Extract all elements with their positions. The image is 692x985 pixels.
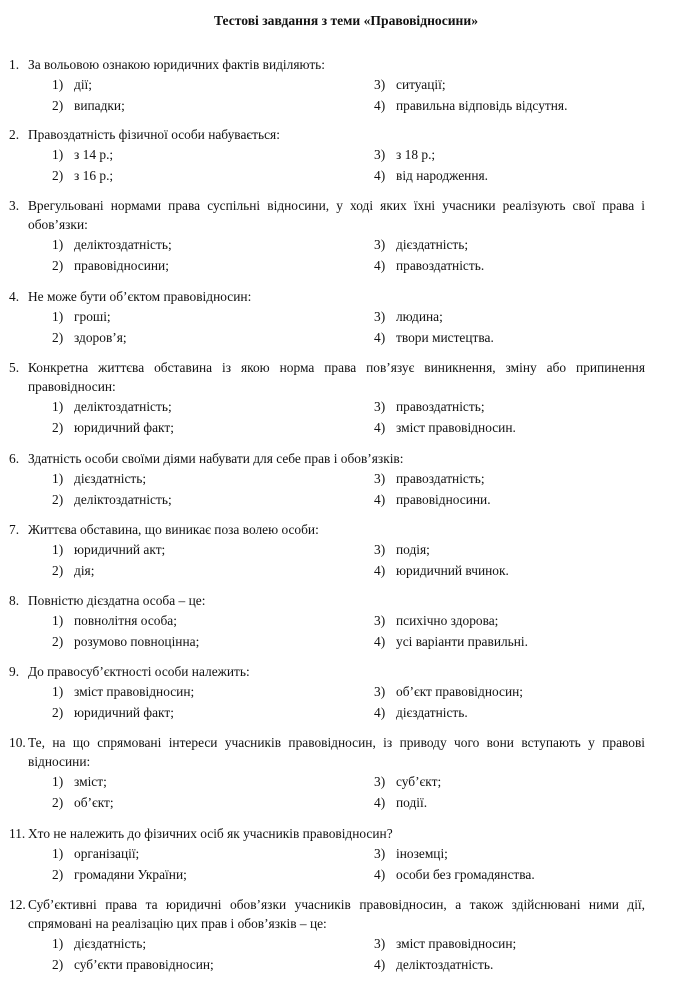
question-statement: Суб’єктивні права та юридичні обов’язки учасників правовідносин, а також здійснювані ними дії, спрямовані на реалізацію цих прав і обов’язків – це: <box>28 897 645 931</box>
option-number: 3) <box>374 237 386 252</box>
question-text <box>9 824 645 843</box>
option-number: 3) <box>374 399 386 414</box>
answer-options <box>9 844 645 886</box>
option-number: 4) <box>374 634 386 649</box>
document-title: Тестові завдання з теми «Правовідносини» <box>213 13 479 28</box>
question-statement: За вольовою ознакою юридичних фактів виділяють: <box>28 57 325 72</box>
option-text: правоздатність; <box>396 471 485 486</box>
option-text: розумово повноцінна; <box>74 634 200 649</box>
option-number: 2) <box>52 258 64 273</box>
answer-option-3 <box>374 235 468 254</box>
answer-option-3 <box>374 844 448 863</box>
option-number: 1) <box>52 309 64 324</box>
option-number: 2) <box>52 867 64 882</box>
option-number: 3) <box>374 309 386 324</box>
answer-option-3 <box>374 772 441 791</box>
option-number: 1) <box>52 774 64 789</box>
option-text: дії; <box>74 77 92 92</box>
option-number: 3) <box>374 542 386 557</box>
option-text: з 16 р.; <box>74 168 114 183</box>
option-text: випадки; <box>74 98 125 113</box>
option-text: особи без громадянства. <box>396 867 535 882</box>
question-text <box>9 591 645 610</box>
answer-option-4 <box>374 166 488 185</box>
option-text: людина; <box>396 309 443 324</box>
option-text: правоздатність; <box>396 399 485 414</box>
answer-option-4 <box>374 256 484 275</box>
question-statement: Життєва обставина, що виникає поза волею особи: <box>28 522 319 537</box>
option-text: з 14 р.; <box>74 147 114 162</box>
question-number: 9. <box>9 664 20 679</box>
option-text: ситуації; <box>396 77 446 92</box>
question-text <box>9 196 645 234</box>
option-text: твори мистецтва. <box>396 330 494 345</box>
question-text <box>9 662 645 681</box>
option-number: 4) <box>374 168 386 183</box>
option-number: 2) <box>52 98 64 113</box>
option-text: іноземці; <box>396 846 448 861</box>
option-text: зміст правовідносин. <box>396 420 516 435</box>
answer-option-1 <box>52 307 111 326</box>
question-number: 6. <box>9 451 20 466</box>
answer-options <box>9 540 645 582</box>
question-number: 5. <box>9 360 20 375</box>
answer-option-2 <box>52 561 94 580</box>
option-number: 4) <box>374 563 386 578</box>
option-text: зміст правовідносин; <box>396 936 517 951</box>
option-number: 3) <box>374 613 386 628</box>
answer-option-3 <box>374 397 485 416</box>
answer-option-4 <box>374 561 509 580</box>
answer-option-4 <box>374 955 493 974</box>
answer-options <box>9 682 645 724</box>
question-4 <box>9 287 645 349</box>
question-number: 3. <box>9 198 20 213</box>
option-text: деліктоздатність; <box>74 399 172 414</box>
option-number: 4) <box>374 420 386 435</box>
question-statement: Хто не належить до фізичних осіб як учасників правовідносин? <box>28 826 393 841</box>
answer-option-4 <box>374 418 516 437</box>
question-text <box>9 520 645 539</box>
option-text: правоздатність. <box>396 258 485 273</box>
question-statement: Здатність особи своїми діями набувати для себе прав і обов’язків: <box>28 451 404 466</box>
answer-option-2 <box>52 865 187 884</box>
answer-option-2 <box>52 955 214 974</box>
answer-option-3 <box>374 145 435 164</box>
option-number: 4) <box>374 98 386 113</box>
option-text: подія; <box>396 542 430 557</box>
question-text <box>9 449 645 468</box>
option-text: юридичний вчинок. <box>396 563 509 578</box>
answer-option-1 <box>52 75 92 94</box>
answer-option-2 <box>52 703 174 722</box>
question-5 <box>9 358 645 439</box>
answer-options <box>9 235 645 277</box>
option-text: деліктоздатність; <box>74 492 172 507</box>
option-number: 3) <box>374 147 386 162</box>
option-text: здоров’я; <box>74 330 127 345</box>
question-6 <box>9 449 645 511</box>
option-number: 2) <box>52 705 64 720</box>
option-text: суб’єкти правовідносин; <box>74 957 214 972</box>
option-number: 2) <box>52 420 64 435</box>
option-number: 1) <box>52 399 64 414</box>
question-text <box>9 55 645 74</box>
answer-option-3 <box>374 469 485 488</box>
option-number: 1) <box>52 936 64 951</box>
option-number: 2) <box>52 492 64 507</box>
option-text: суб’єкт; <box>396 774 442 789</box>
answer-option-2 <box>52 632 199 651</box>
option-text: правовідносини. <box>396 492 491 507</box>
answer-option-2 <box>52 418 174 437</box>
option-text: юридичний акт; <box>74 542 166 557</box>
option-number: 2) <box>52 168 64 183</box>
question-12 <box>9 895 645 976</box>
question-7 <box>9 520 645 582</box>
answer-option-1 <box>52 469 146 488</box>
option-text: дієздатність; <box>396 237 469 252</box>
question-statement: До правосуб’єктності особи належить: <box>28 664 250 679</box>
option-text: юридичний факт; <box>74 705 174 720</box>
answer-option-1 <box>52 397 172 416</box>
question-number: 7. <box>9 522 20 537</box>
question-3 <box>9 196 645 277</box>
option-number: 4) <box>374 867 386 882</box>
option-text: об’єкт; <box>74 795 114 810</box>
option-number: 1) <box>52 471 64 486</box>
answer-option-4 <box>374 490 491 509</box>
answer-options <box>9 611 645 653</box>
answer-options <box>9 934 645 976</box>
answer-options <box>9 772 645 814</box>
answer-option-2 <box>52 256 169 275</box>
answer-options <box>9 397 645 439</box>
answer-option-1 <box>52 235 172 254</box>
option-number: 4) <box>374 330 386 345</box>
option-number: 1) <box>52 147 64 162</box>
question-number: 12. <box>9 897 26 912</box>
option-text: дієздатність; <box>74 936 147 951</box>
option-text: об’єкт правовідносин; <box>396 684 524 699</box>
option-text: громадяни України; <box>74 867 187 882</box>
question-text <box>9 733 645 771</box>
answer-option-1 <box>52 145 113 164</box>
answer-option-3 <box>374 75 446 94</box>
option-number: 1) <box>52 846 64 861</box>
question-11 <box>9 824 645 886</box>
answer-option-2 <box>52 490 172 509</box>
option-text: правовідносини; <box>74 258 169 273</box>
answer-option-4 <box>374 328 494 347</box>
option-text: правильна відповідь відсутня. <box>396 98 568 113</box>
option-text: з 18 р.; <box>396 147 436 162</box>
option-text: дія; <box>74 563 95 578</box>
question-1 <box>9 55 645 117</box>
option-number: 4) <box>374 705 386 720</box>
answer-option-4 <box>374 96 567 115</box>
option-text: дієздатність; <box>74 471 147 486</box>
option-number: 2) <box>52 957 64 972</box>
option-text: організації; <box>74 846 140 861</box>
option-text: дієздатність. <box>396 705 468 720</box>
question-number: 1. <box>9 57 20 72</box>
option-text: психічно здорова; <box>396 613 499 628</box>
question-statement: Врегульовані нормами права суспільні відносини, у ході яких їхні учасники реалізують свої права і обов’язки: <box>28 198 645 232</box>
option-number: 4) <box>374 492 386 507</box>
answer-option-2 <box>52 328 127 347</box>
answer-option-4 <box>374 793 427 812</box>
option-number: 4) <box>374 258 386 273</box>
option-text: повнолітня особа; <box>74 613 177 628</box>
question-9 <box>9 662 645 724</box>
answer-option-1 <box>52 682 194 701</box>
answer-option-2 <box>52 166 113 185</box>
answer-option-4 <box>374 703 468 722</box>
question-text <box>9 287 645 306</box>
answer-option-2 <box>52 96 125 115</box>
answer-option-2 <box>52 793 114 812</box>
question-statement: Правоздатність фізичної особи набувається: <box>28 127 280 142</box>
answer-option-1 <box>52 611 177 630</box>
option-text: зміст правовідносин; <box>74 684 195 699</box>
question-statement: Те, на що спрямовані інтереси учасників правовідносин, із приводу чого вони вступають у правові відносини: <box>28 735 645 769</box>
option-number: 3) <box>374 936 386 951</box>
question-number: 4. <box>9 289 20 304</box>
question-statement: Конкретна життєва обставина із якою норма права пов’язує виникнення, зміну або припинення правовідносин: <box>28 360 645 394</box>
option-number: 1) <box>52 77 64 92</box>
answer-option-1 <box>52 934 146 953</box>
option-number: 1) <box>52 684 64 699</box>
answer-option-3 <box>374 934 516 953</box>
option-text: деліктоздатність; <box>74 237 172 252</box>
answer-option-3 <box>374 307 443 326</box>
option-number: 1) <box>52 542 64 557</box>
option-text: події. <box>396 795 428 810</box>
answer-options <box>9 145 645 187</box>
option-number: 3) <box>374 846 386 861</box>
question-8 <box>9 591 645 653</box>
option-text: гроші; <box>74 309 111 324</box>
question-text <box>9 125 645 144</box>
question-number: 10. <box>9 735 26 750</box>
option-number: 2) <box>52 330 64 345</box>
answer-option-3 <box>374 540 430 559</box>
answer-option-4 <box>374 865 535 884</box>
option-text: деліктоздатність. <box>396 957 494 972</box>
answer-option-3 <box>374 682 523 701</box>
option-number: 3) <box>374 471 386 486</box>
option-text: усі варіанти правильні. <box>396 634 529 649</box>
answer-option-1 <box>52 772 107 791</box>
question-statement: Не може бути об’єктом правовідносин: <box>28 289 252 304</box>
option-text: зміст; <box>74 774 107 789</box>
question-number: 11. <box>9 826 26 841</box>
answer-options <box>9 75 645 117</box>
option-text: від народження. <box>396 168 488 183</box>
question-statement: Повністю дієздатна особа – це: <box>28 593 206 608</box>
question-number: 8. <box>9 593 20 608</box>
option-number: 3) <box>374 77 386 92</box>
option-number: 3) <box>374 774 386 789</box>
option-number: 2) <box>52 795 64 810</box>
option-number: 2) <box>52 563 64 578</box>
option-number: 2) <box>52 634 64 649</box>
answer-option-3 <box>374 611 498 630</box>
question-text <box>9 895 645 933</box>
option-number: 4) <box>374 795 386 810</box>
option-number: 1) <box>52 237 64 252</box>
question-text <box>9 358 645 396</box>
option-text: юридичний факт; <box>74 420 174 435</box>
answer-option-1 <box>52 844 139 863</box>
question-number: 2. <box>9 127 20 142</box>
answer-options <box>9 469 645 511</box>
answer-option-1 <box>52 540 165 559</box>
question-10 <box>9 733 645 814</box>
answer-option-4 <box>374 632 528 651</box>
question-2 <box>9 125 645 187</box>
option-number: 3) <box>374 684 386 699</box>
option-number: 4) <box>374 957 386 972</box>
option-number: 1) <box>52 613 64 628</box>
answer-options <box>9 307 645 349</box>
